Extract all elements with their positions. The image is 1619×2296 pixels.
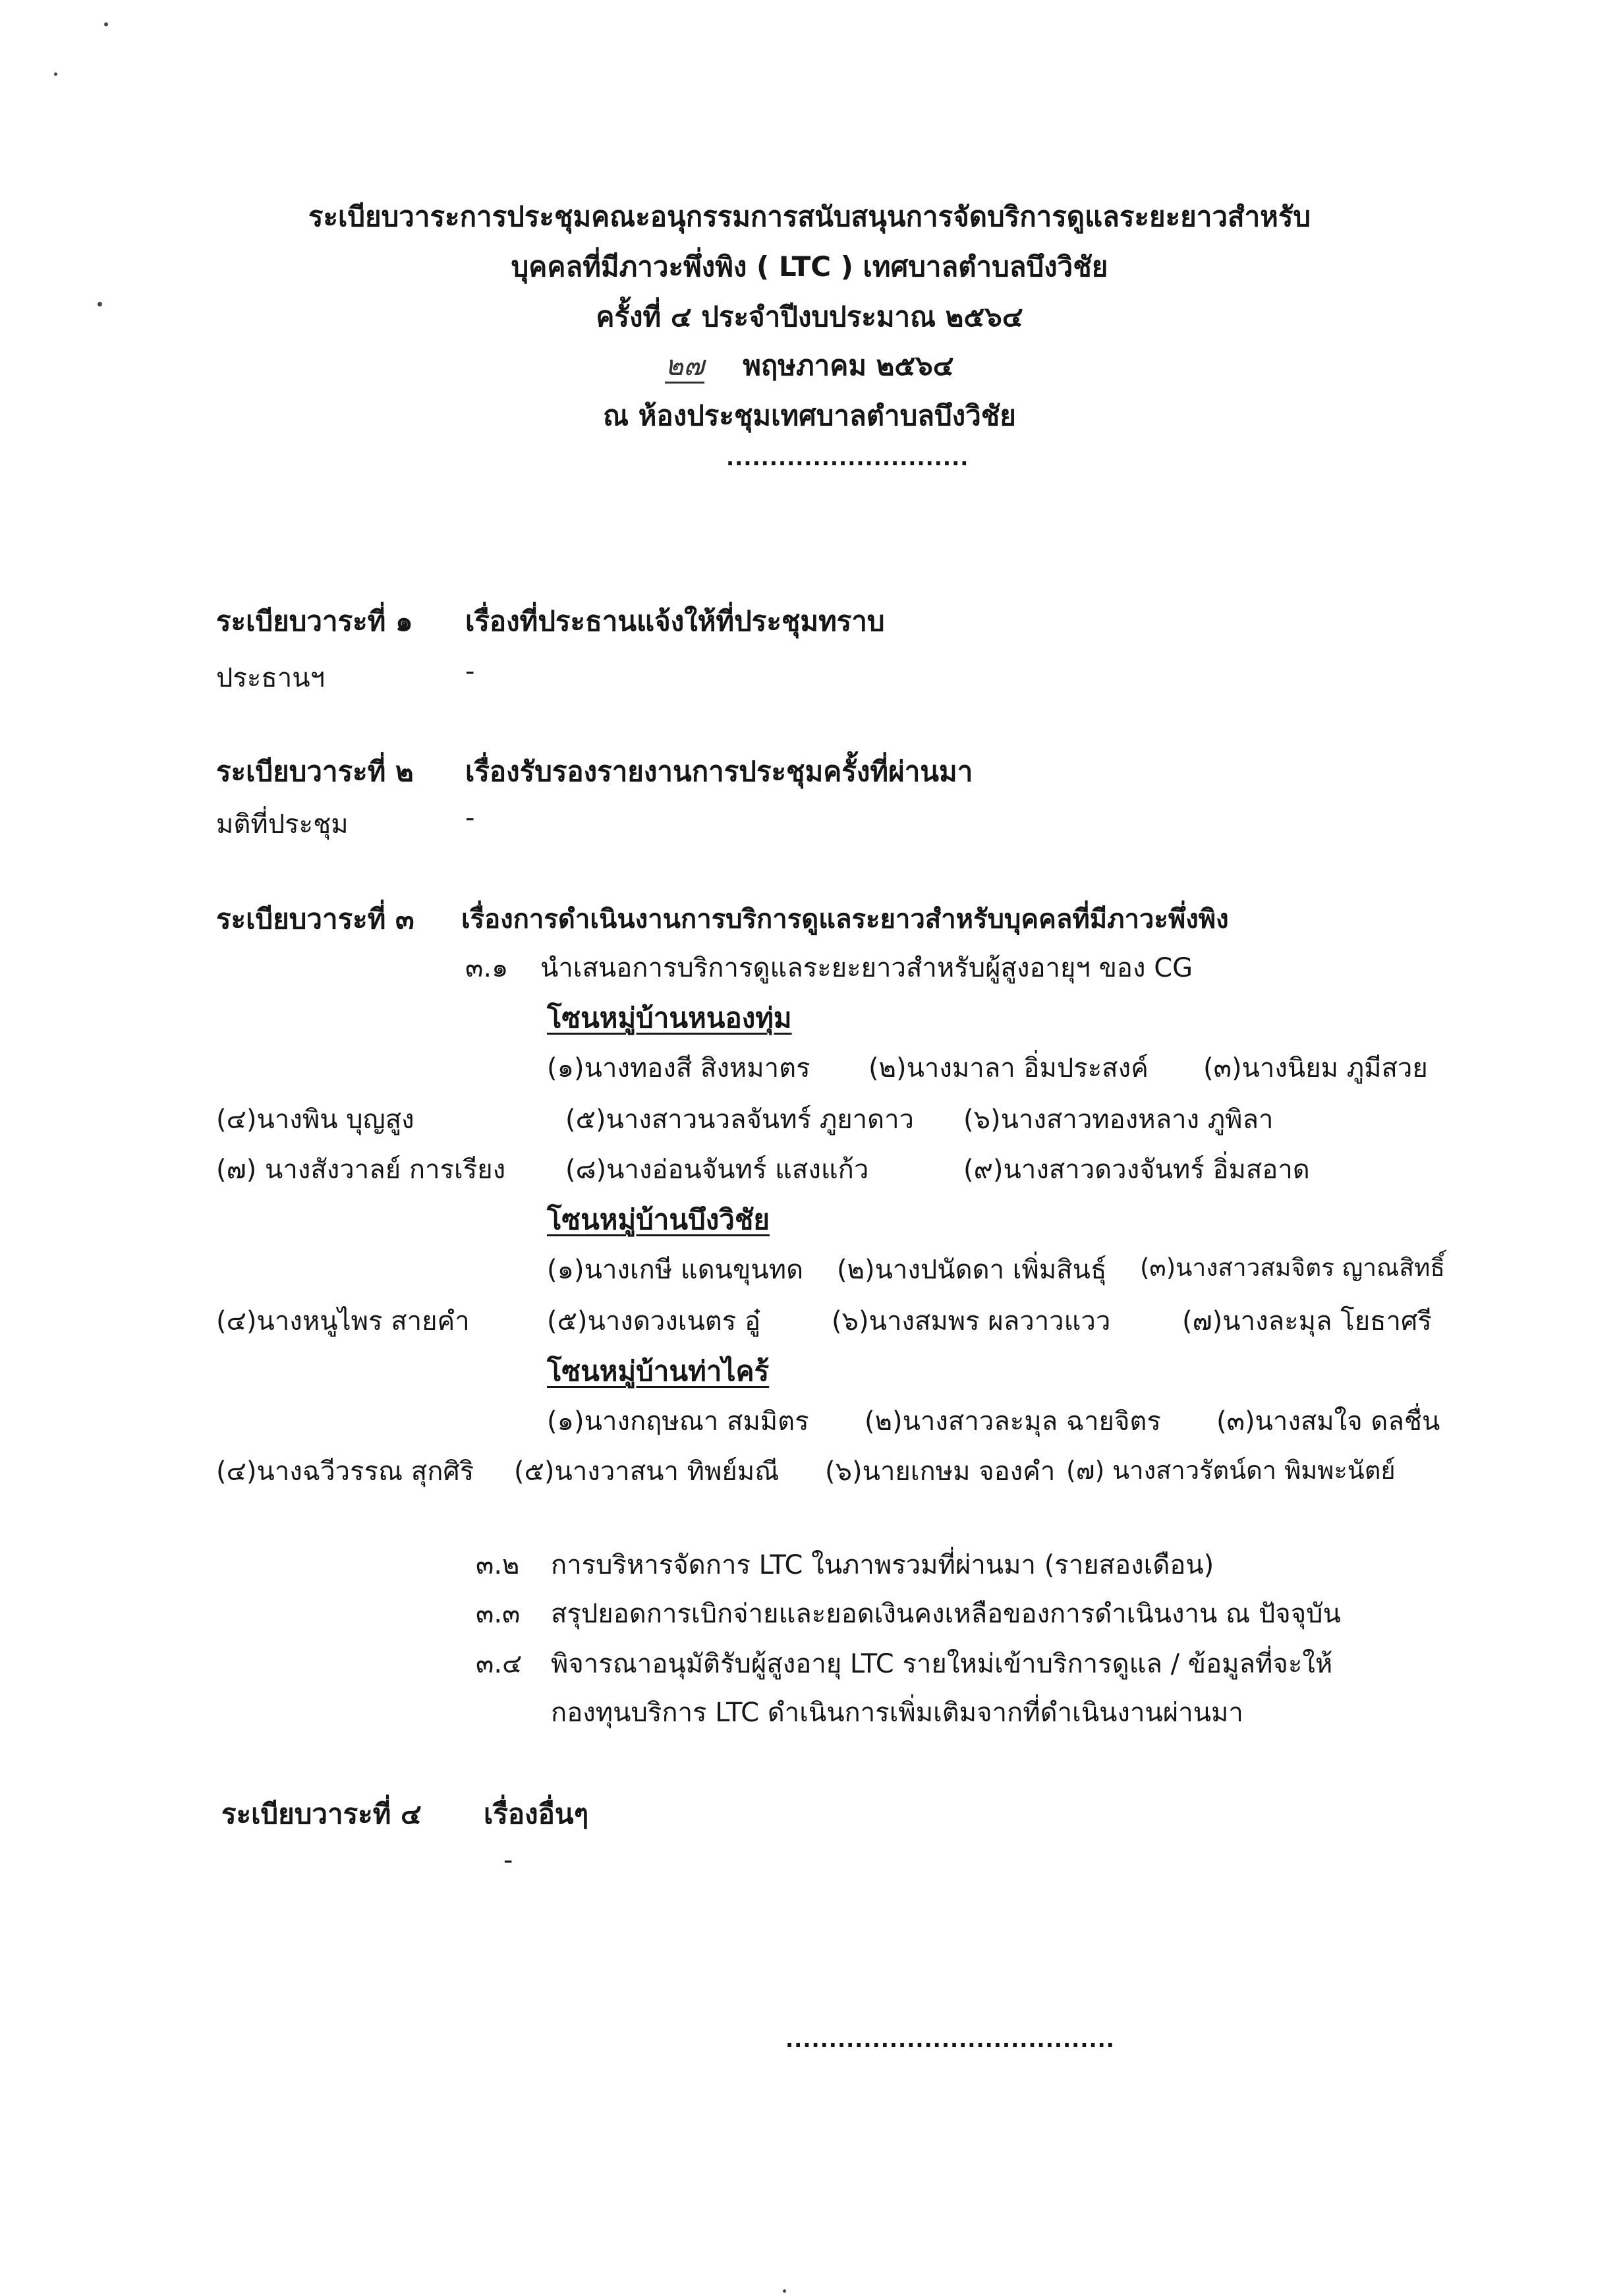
zone-2-member: (๑)นางเกษี แดนขุนทด <box>547 1255 804 1285</box>
zone-3-member: (๔)นางฉวีวรรณ สุกศิริ <box>216 1456 474 1487</box>
zone-3-member: (๗) นางสาวรัตน์ดา พิมพะนัตย์ <box>1066 1456 1396 1485</box>
agenda-1-label: ระเบียบวาระที่ ๑ <box>216 605 413 637</box>
zone-3-member: (๑)นางกฤษณา สมมิตร <box>547 1406 809 1437</box>
item-3-2-number: ๓.๒ <box>476 1550 520 1580</box>
zone-1-title: โซนหมู่บ้านหนองทุ่ม <box>547 1002 792 1034</box>
agenda-1-sub-value: - <box>465 656 475 687</box>
item-3-2-text: การบริหารจัดการ LTC ในภาพรวมที่ผ่านมา (รายสองเดือน) <box>551 1550 1214 1580</box>
agenda-3-title: เรื่องการดำเนินงานการบริการดูแลระยาวสำหรับบุคคลที่มีภาวะพึ่งพิง <box>461 904 1229 934</box>
zone-1-member: (๔)นางพิน บุญสูง <box>216 1105 414 1135</box>
agenda-4-label: ระเบียบวาระที่ ๔ <box>221 1798 422 1830</box>
scan-speck <box>783 2289 786 2293</box>
item-3-1-text: นำเสนอการบริการดูแลระยะยาวสำหรับผู้สูงอายุฯ ของ CG <box>540 953 1193 983</box>
agenda-1-sub-label: ประธานฯ <box>216 663 326 693</box>
item-3-4-number: ๓.๔ <box>476 1649 523 1679</box>
scan-speck <box>54 72 57 76</box>
zone-2-member: (๕)นางดวงเนตร อู๋ <box>547 1306 761 1336</box>
footer-dots: ...................................... <box>785 2027 1115 2052</box>
item-3-4-text-line-1: พิจารณาอนุมัติรับผู้สูงอายุ LTC รายใหม่เข้าบริการดูแล / ข้อมูลที่จะให้ <box>551 1649 1333 1679</box>
zone-3-member: (๓)นางสมใจ ดลชื่น <box>1216 1406 1440 1437</box>
agenda-4-title: เรื่องอื่นๆ <box>484 1798 589 1830</box>
header-line-3: ครั้งที่ ๔ ประจำปีงบประมาณ ๒๕๖๔ <box>596 301 1023 333</box>
agenda-2-sub-label: มติที่ประชุม <box>216 809 349 840</box>
agenda-2-sub-value: - <box>465 803 475 833</box>
zone-1-member: (๘)นางอ่อนจันทร์ แสงแก้ว <box>565 1155 869 1185</box>
item-3-1-number: ๓.๑ <box>465 953 509 983</box>
zone-3-member: (๖)นายเกษม จองคำ <box>825 1456 1056 1487</box>
zone-1-member: (๕)นางสาวนวลจันทร์ ภูยาดาว <box>565 1105 914 1135</box>
header-date <box>0 344 1619 387</box>
item-3-3-number: ๓.๓ <box>476 1599 521 1629</box>
scan-speck <box>104 22 108 26</box>
zone-2-member: (๔)นางหนูไพร สายคำ <box>216 1306 470 1336</box>
date-month-year: พฤษภาคม ๒๕๖๔ <box>743 349 954 382</box>
zone-2-member: (๒)นางปนัดดา เพิ่มสินธุ์ <box>837 1255 1107 1285</box>
header-line-1: ระเบียบวาระการประชุมคณะอนุกรรมการสนับสนุนการจัดบริการดูแลระยะยาวสำหรับ <box>308 200 1311 233</box>
handwritten-day: ๒๗ <box>665 349 704 384</box>
header-dots: ............................ <box>726 445 969 471</box>
zone-2-title: โซนหมู่บ้านบึงวิชัย <box>547 1203 770 1236</box>
zone-1-member: (๗) นางสังวาลย์ การเรียง <box>216 1155 506 1185</box>
agenda-4-sub-value: - <box>503 1845 513 1876</box>
zone-1-member: (๖)นางสาวทองหลาง ภูพิลา <box>963 1105 1274 1135</box>
agenda-3-label: ระเบียบวาระที่ ๓ <box>216 903 414 935</box>
header-location: ณ ห้องประชุมเทศบาลตำบลบึงวิชัย <box>603 399 1016 432</box>
item-3-4-text-line-2: กองทุนบริการ LTC ดำเนินการเพิ่มเติมจากที่ดำเนินงานผ่านมา <box>551 1698 1243 1728</box>
zone-1-member: (๙)นางสาวดวงจันทร์ อิ่มสอาด <box>963 1155 1310 1185</box>
zone-2-member: (๗)นางละมุล โยธาศรี <box>1182 1306 1432 1336</box>
header-line-2: บุคคลที่มีภาวะพึ่งพิง ( LTC ) เทศบาลตำบลบึงวิชัย <box>511 250 1108 283</box>
agenda-2-title: เรื่องรับรองรายงานการประชุมครั้งที่ผ่านมา <box>465 755 973 788</box>
agenda-2-label: ระเบียบวาระที่ ๒ <box>216 755 414 788</box>
zone-1-member: (๑)นางทองสี สิงหมาตร <box>547 1053 810 1083</box>
item-3-3-text: สรุปยอดการเบิกจ่ายและยอดเงินคงเหลือของการดำเนินงาน ณ ปัจจุบัน <box>551 1599 1341 1629</box>
zone-1-member: (๓)นางนิยม ภูมีสวย <box>1203 1053 1428 1083</box>
zone-3-member: (๒)นางสาวละมุล ฉายจิตร <box>865 1406 1161 1437</box>
zone-2-member: (๓)นางสาวสมจิตร ญาณสิทธิ์ <box>1140 1253 1445 1282</box>
zone-1-member: (๒)นางมาลา อิ่มประสงค์ <box>868 1053 1149 1083</box>
zone-2-member: (๖)นางสมพร ผลวาวแวว <box>832 1306 1111 1336</box>
agenda-1-title: เรื่องที่ประธานแจ้งให้ที่ประชุมทราบ <box>465 605 885 637</box>
zone-3-member: (๕)นางวาสนา ทิพย์มณี <box>514 1456 780 1487</box>
zone-3-title: โซนหมู่บ้านท่าไคร้ <box>547 1355 770 1387</box>
